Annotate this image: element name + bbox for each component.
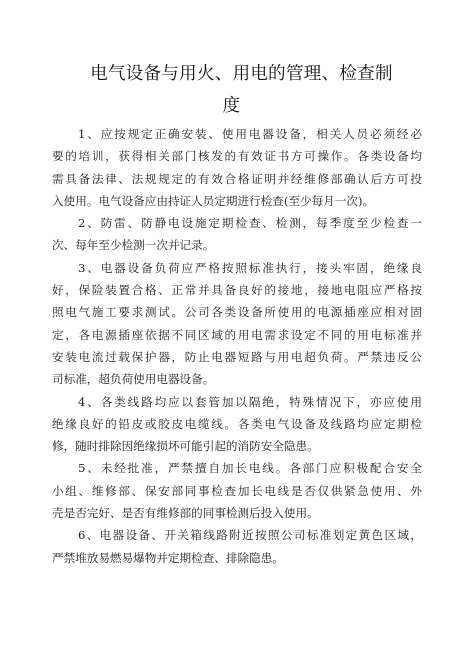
text-line: 入使用。电气设备应由持证人员定期进行检查(至少每月一次)。 xyxy=(52,193,375,208)
text-line: 次、每年至少检测一次并记录。 xyxy=(52,238,215,253)
text-line: 照电气施工要求测试。公司各类设备所使用的电源插座应相对固 xyxy=(52,305,422,320)
text-line: 司标准，超负荷使用电器设备。 xyxy=(52,372,215,387)
paragraph-2 xyxy=(52,212,422,257)
text-line: 好，保险装置合格、正常并具备良好的接地，接地电阻应严格按 xyxy=(52,283,422,298)
text-line: 需具备法律、法规规定的有效合格证明并经维修部确认后方可投 xyxy=(52,171,422,186)
text-line: 2、防雷、防静电设施定期检查、检测，每季度至少检查一 xyxy=(78,216,422,231)
text-line: 1、应按规定正确安装、使用电器设备，相关人员必须经必 xyxy=(78,127,422,141)
text-line: 定，各电源插座依据不同区域的用电需求设定不同的用电标准并 xyxy=(52,327,422,342)
text-line: 3、电器设备负荷应严格按照标准执行，接头牢固，绝缘良 xyxy=(78,260,422,275)
document-body xyxy=(52,123,422,569)
paragraph-6 xyxy=(52,524,422,569)
text-line: 严禁堆放易燃易爆物并定期检查、排除隐患。 xyxy=(52,550,284,565)
text-line: 要的培训，获得相关部门核发的有效证书方可操作。各类设备均 xyxy=(52,149,422,164)
text-line: 壳是否完好、是否有维修部的同事检测后投入使用。 xyxy=(52,506,319,521)
paragraph-1 xyxy=(52,123,422,212)
text-line: 4、各类线路均应以套管加以隔绝，特殊情况下，亦应使用 xyxy=(78,394,422,409)
text-line: 安装电流过载保护器，防止电器短路与用电超负荷。严禁违反公 xyxy=(52,349,422,364)
text-line: 5、未经批准，严禁擅自加长电线。各部门应积极配合安全 xyxy=(78,461,422,476)
text-line: 6、电器设备、开关箱线路附近按照公司标准划定黄色区域， xyxy=(78,528,422,543)
title-line: 电气设备与用火、用电的管理、检查制 xyxy=(90,64,393,84)
text-line: 修，随时排除因绝缘损坏可能引起的消防安全隐患。 xyxy=(52,439,319,454)
text-line: 绝缘良好的铅皮或胶皮电缆线。各类电气设备及线路均应定期检 xyxy=(52,416,422,431)
paragraph-3 xyxy=(52,257,422,391)
title-line: 度 xyxy=(222,96,241,116)
paragraph-5 xyxy=(52,457,422,524)
text-line: 小组、维修部、保安部同事检查加长电线是否仅供紧急使用、外 xyxy=(52,483,422,498)
document-title xyxy=(40,58,423,122)
paragraph-4 xyxy=(52,391,422,458)
